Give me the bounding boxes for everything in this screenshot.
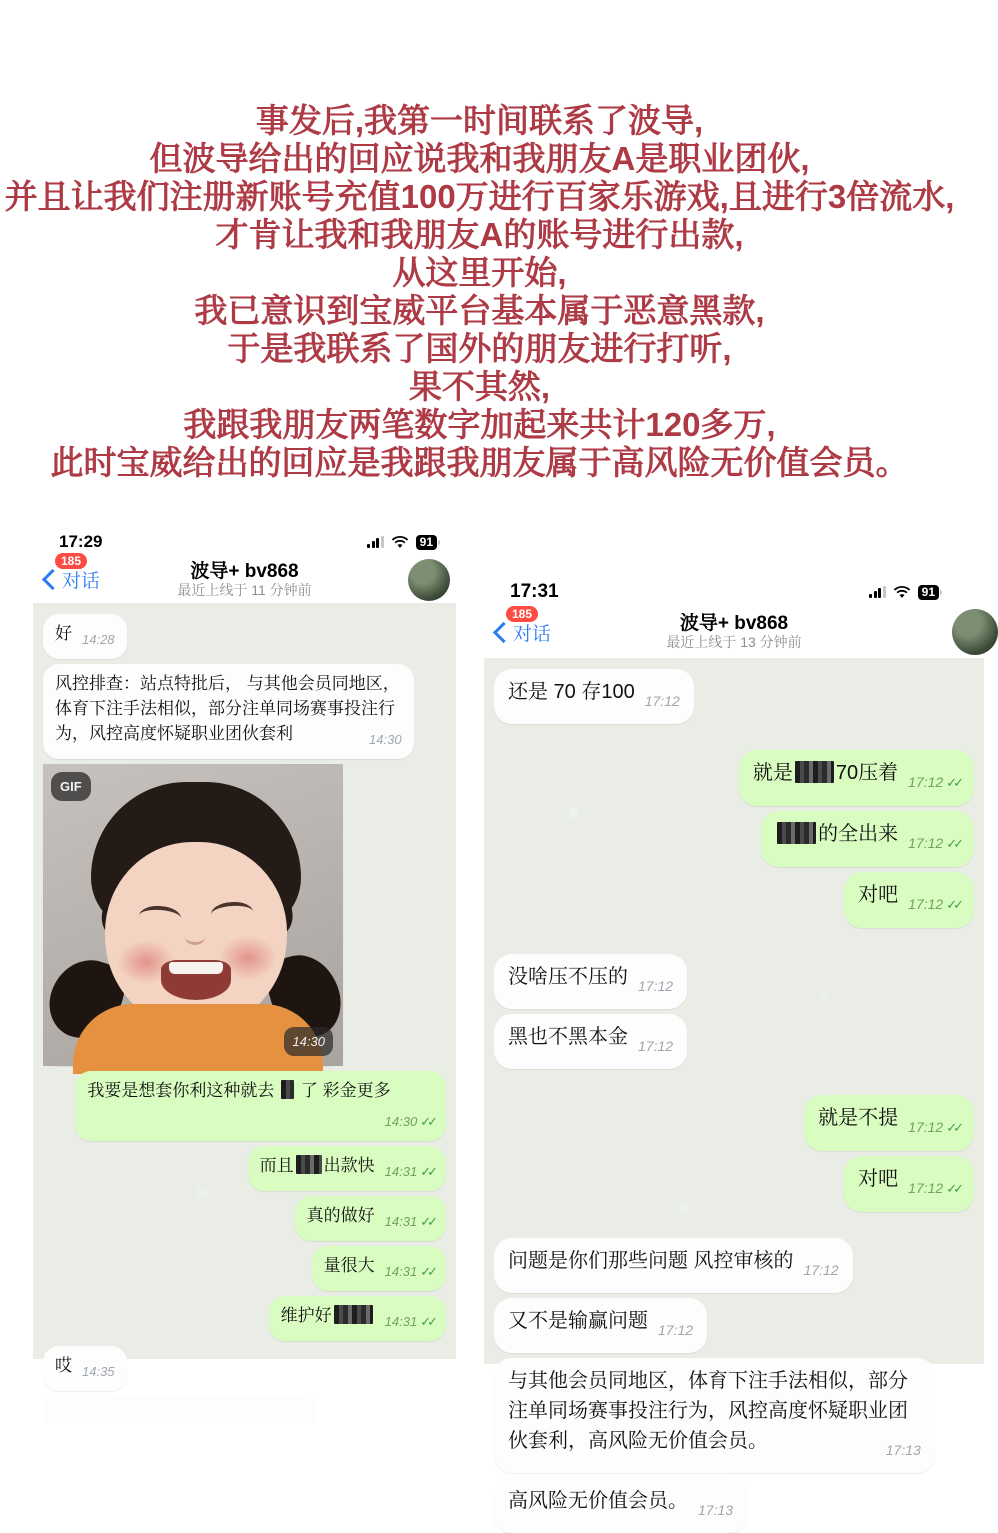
read-ticks-icon: ✓✓ (946, 836, 960, 851)
censored-block (334, 1305, 373, 1324)
message-text: 好 (55, 624, 72, 643)
chat-header (33, 556, 456, 603)
chevron-left-icon (493, 621, 514, 642)
message-time: 14:31 (384, 1314, 418, 1329)
gif-image[interactable] (43, 764, 343, 1066)
message-row (494, 1095, 974, 1151)
message-bubble (761, 811, 974, 867)
message-row (43, 1296, 446, 1341)
chat-messages (484, 658, 984, 1518)
censored-block (296, 1155, 322, 1174)
contact-avatar[interactable] (952, 609, 998, 655)
gif-badge: GIF (51, 772, 91, 801)
message-row (494, 1238, 974, 1293)
message-time: 17:12 (658, 1322, 694, 1338)
message-text: 高风险无价值会员。 (508, 1490, 688, 1512)
message-time: 17:12 (908, 1180, 944, 1196)
message-bubble (295, 1196, 446, 1241)
message-row (494, 1156, 974, 1212)
message-time: 17:12 (908, 835, 944, 851)
message-time: 14:28 (82, 632, 115, 647)
message-text: 又不是输赢问题 (508, 1310, 648, 1332)
message-row (494, 1298, 974, 1353)
message-row (43, 764, 446, 1066)
message-text: 我要是想套你利这种就去 了 彩金更多 (87, 1081, 391, 1100)
headline-line: 从这里开始, (392, 254, 567, 291)
message-bubble (43, 614, 127, 659)
message-bubble (844, 872, 974, 928)
message-time: 14:31 (384, 1214, 418, 1229)
cellular-signal-icon (869, 586, 886, 598)
message-time: 14:35 (82, 1364, 115, 1379)
message-time: 17:12 (638, 978, 674, 994)
battery-percent: 91 (416, 535, 437, 550)
message-row (494, 872, 974, 928)
message-time: 14:30 (384, 1114, 418, 1129)
right-phone-screenshot (484, 574, 984, 1518)
headline-line: 我已意识到宝威平台基本属于恶意黑款, (194, 292, 765, 329)
message-time: 14:31 (384, 1264, 418, 1279)
message-row (43, 1196, 446, 1241)
message-time: 17:12 (644, 693, 680, 709)
read-ticks-icon: ✓✓ (946, 1181, 960, 1196)
message-row (494, 750, 974, 806)
message-bubble (494, 1478, 747, 1533)
message-row (494, 669, 974, 724)
message-row (43, 1396, 446, 1424)
message-time: 14:30 (284, 1027, 333, 1056)
message-bubble (494, 1014, 687, 1069)
message-row (43, 1071, 446, 1141)
last-seen-status: 最近上线于 11 分钟前 (177, 581, 312, 598)
message-bubble (494, 1298, 707, 1353)
message-text: 量很大 (323, 1256, 375, 1275)
message-bubble (494, 669, 694, 724)
message-bubble (248, 1146, 446, 1191)
message-row (494, 811, 974, 867)
message-text: 问题是你们那些问题 风控审核的 (508, 1250, 794, 1272)
message-text: 黑也不黑本金 (508, 1026, 628, 1048)
message-bubble (739, 750, 974, 806)
status-bar (484, 574, 984, 606)
message-time: 17:12 (803, 1262, 839, 1278)
contact-name: 波导+ bv868 (679, 613, 789, 634)
message-text: 对吧 (858, 1168, 899, 1190)
message-time: 14:30 (369, 732, 402, 747)
message-bubble (75, 1071, 446, 1141)
read-ticks-icon: ✓✓ (420, 1314, 434, 1329)
censored-block (281, 1080, 294, 1099)
gif-artwork (43, 764, 343, 1066)
message-row (494, 1358, 974, 1473)
read-ticks-icon: ✓✓ (420, 1264, 434, 1279)
message-text: 哎 (55, 1356, 72, 1375)
message-text: 的全出来 (775, 823, 898, 845)
read-ticks-icon: ✓✓ (420, 1214, 434, 1229)
message-bubble (494, 1358, 935, 1473)
message-time: 17:13 (885, 1442, 921, 1458)
message-bubble (494, 954, 687, 1009)
status-time: 17:29 (59, 532, 103, 551)
message-text: 真的做好 (306, 1206, 375, 1225)
message-text: 对吧 (858, 884, 899, 906)
unread-count-badge: 185 (506, 606, 538, 622)
message-bubble (494, 1238, 853, 1293)
battery-percent: 91 (918, 585, 939, 600)
message-bubble (43, 664, 414, 759)
message-row (43, 1346, 446, 1391)
headline-line: 于是我联系了国外的朋友进行打听, (227, 330, 732, 367)
headline-line: 才肯让我和我朋友A的账号进行出款, (215, 216, 744, 253)
wifi-icon (391, 536, 409, 549)
chat-messages (33, 603, 456, 1379)
back-button[interactable] (492, 606, 578, 646)
message-row (494, 954, 974, 1009)
message-text: 没啥压不压的 (508, 966, 628, 988)
censored-block (777, 822, 816, 844)
message-text: 而且 出款快 (259, 1156, 375, 1175)
cellular-signal-icon (367, 536, 384, 548)
message-text: 就是不提 (818, 1107, 899, 1129)
message-time: 17:12 (908, 1119, 944, 1135)
message-bubble (804, 1095, 974, 1151)
message-time: 17:12 (908, 896, 944, 912)
headline (0, 102, 959, 482)
contact-name: 波导+ bv868 (190, 560, 299, 582)
wifi-icon (893, 586, 911, 599)
message-text: 维护好 (281, 1306, 375, 1325)
back-label: 对话 (62, 571, 101, 592)
chat-header (484, 606, 984, 658)
battery-icon (918, 585, 942, 600)
message-text: 还是 70 存100 (508, 681, 635, 703)
message-text: 与其他会员同地区，体育下注手法相似，部分注单同场赛事投注行为，风控高度怀疑职业团伙套利，高风险无价值会员。 (508, 1370, 908, 1452)
contact-avatar[interactable] (408, 559, 450, 601)
headline-line: 我跟我朋友两笔数字加起来共计120多万, (183, 406, 776, 443)
headline-line: 果不其然, (408, 368, 551, 405)
message-row (494, 1478, 974, 1533)
censored-block (795, 761, 834, 783)
message-time: 17:12 (638, 1038, 674, 1054)
message-text: 就是 70压着 (752, 762, 899, 784)
message-bubble (269, 1296, 446, 1341)
message-text: 风控排查：站点特批后， 与其他会员同地区，体育下注手法相似，部分注单同场赛事投注行为，风控高度怀疑职业团伙套利 (55, 674, 400, 743)
read-ticks-icon: ✓✓ (946, 775, 960, 790)
message-row (43, 1146, 446, 1191)
battery-icon (416, 535, 440, 550)
message-row (43, 614, 446, 659)
partial-bubble (43, 1396, 317, 1424)
headline-line: 并且让我们注册新账号充值100万进行百家乐游戏,且进行3倍流水, (4, 178, 955, 215)
headline-line: 此时宝威给出的回应是我跟我朋友属于高风险无价值会员。 (50, 444, 909, 481)
message-time: 17:13 (698, 1502, 734, 1518)
message-time: 14:31 (384, 1164, 418, 1179)
message-row (43, 664, 446, 759)
read-ticks-icon: ✓✓ (946, 897, 960, 912)
message-row (43, 1246, 446, 1291)
message-bubble (844, 1156, 974, 1212)
message-bubble (43, 1346, 127, 1391)
headline-line: 事发后,我第一时间联系了波导, (255, 102, 704, 139)
read-ticks-icon: ✓✓ (420, 1114, 434, 1129)
message-time: 17:12 (908, 774, 944, 790)
message-bubble (312, 1246, 446, 1291)
read-ticks-icon: ✓✓ (420, 1164, 434, 1179)
read-ticks-icon: ✓✓ (946, 1120, 960, 1135)
status-time: 17:31 (510, 581, 559, 602)
message-row (494, 1014, 974, 1069)
back-label: 对话 (513, 623, 552, 645)
left-phone-screenshot (33, 524, 456, 1379)
back-button[interactable] (41, 554, 127, 593)
unread-count-badge: 185 (55, 553, 87, 569)
last-seen-status: 最近上线于 13 分钟前 (666, 634, 802, 650)
chevron-left-icon (42, 569, 63, 590)
headline-line: 但波导给出的回应说我和我朋友A是职业团伙, (149, 140, 810, 177)
status-bar (33, 524, 456, 556)
